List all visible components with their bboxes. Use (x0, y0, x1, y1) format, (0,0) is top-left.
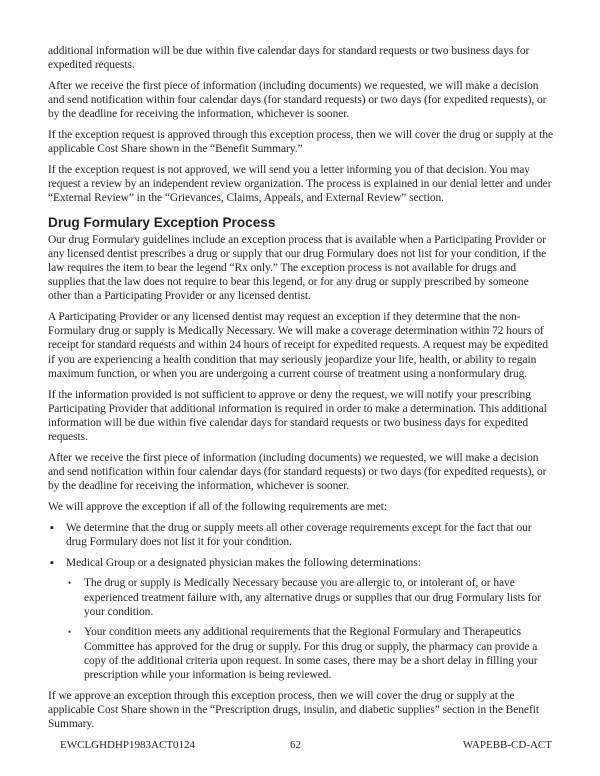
list-item-text: We determine that the drug or supply meets all other coverage requirements except for the fact that our drug Formulary does not list it for your condition. (66, 521, 532, 548)
paragraph: A Participating Provider or any licensed dentist may request an exception if they determine that the non-Formulary drug or supply is Medically Necessary. We will make a coverage determination within 72 hours of receipt for standard requests and within 24 hours of receipt for expedited requests. A request may be expedited if you are experiencing a health condition that may seriously jeopardize your life, health, or ability to regain maximum function, or when you are undergoing a current course of treatment using a nonformulary drug. (48, 311, 549, 380)
requirements-list (48, 521, 554, 683)
page-number: 62 (290, 739, 301, 751)
plan-code: WAPEBB-CD-ACT (462, 739, 552, 751)
list-item (48, 556, 554, 570)
sub-bullet-icon: • (68, 627, 72, 638)
paragraph: If we approve an exception through this exception process, then we will cover the drug or supply at the applicable Cost Share shown in the “Prescription drugs, insulin, and diabetic supplies” section in the Benefit Summary. (48, 689, 539, 731)
document-page (48, 44, 554, 738)
paragraph: We will approve the exception if all of the following requirements are met: (48, 500, 387, 513)
paragraph: If the information provided is not sufficient to approve or deny the request, we will notify your prescribing Participating Provider that additional information is required in order to make a determination. This additional information will be due within five calendar days for standard requests or two business days for expedited requests. (48, 388, 547, 444)
sub-list-item (48, 576, 554, 619)
sub-bullet-icon: • (68, 578, 72, 589)
sub-list-item (48, 625, 554, 682)
bullet-icon: ▪ (50, 521, 54, 534)
paragraph: After we receive the first piece of information (including documents) we requested, we will make a decision and send notification within four calendar days (for standard requests) or two days (for expedited requests), or by the deadline for receiving the information, whichever is sooner. (48, 79, 547, 121)
list-item (48, 521, 554, 549)
paragraph: additional information will be due within five calendar days for standard requests or two business days for expedited requests. (48, 45, 530, 72)
list-item-text: Your condition meets any additional requirements that the Regional Formulary and Therapeutics Committee has approved for the drug or supply. For this drug or supply, the pharmacy can provide a copy of the additional criteria upon request. In some cases, there may be a short delay in filling your prescription while your information is being reviewed. (84, 626, 538, 682)
paragraph: If the exception request is not approved, we will send you a letter informing you of that decision. You may request a review by an independent review organization. The process is explained in our denial letter and under “External Review” in the “Grievances, Claims, Appeals, and External Review” section. (48, 163, 552, 205)
section-heading: Drug Formulary Exception Process (48, 214, 276, 230)
list-item-text: Medical Group or a designated physician makes the following determinations: (66, 556, 421, 569)
paragraph: Our drug Formulary guidelines include an exception process that is available when a Participating Provider or any licensed dentist prescribes a drug or supply that our drug Formulary does not list for your condition, if the law requires the item to bear the legend “Rx only.” The exception process is not available for drugs and supplies that the law does not require to bear this legend, or for any drug or supply prescribed by someone other than a Participating Provider or any licensed dentist. (48, 233, 547, 303)
list-item-text: The drug or supply is Medically Necessary because you are allergic to, or intolerant of, or have experienced treatment failure with, any alternative drugs or supplies that our drug Formulary lists for your condition. (84, 577, 541, 618)
paragraph: If the exception request is approved through this exception process, then we will cover the drug or supply at the applicable Cost Share shown in the “Benefit Summary.” (48, 129, 554, 156)
bullet-icon: ▪ (50, 556, 54, 569)
paragraph: After we receive the first piece of information (including documents) we requested, we will make a decision and send notification within four calendar days (for standard requests) or two days (for expedited requests), or by the deadline for receiving the information, whichever is sooner. (48, 451, 547, 493)
document-code: EWCLGHDHP1983ACT0124 (60, 739, 196, 751)
